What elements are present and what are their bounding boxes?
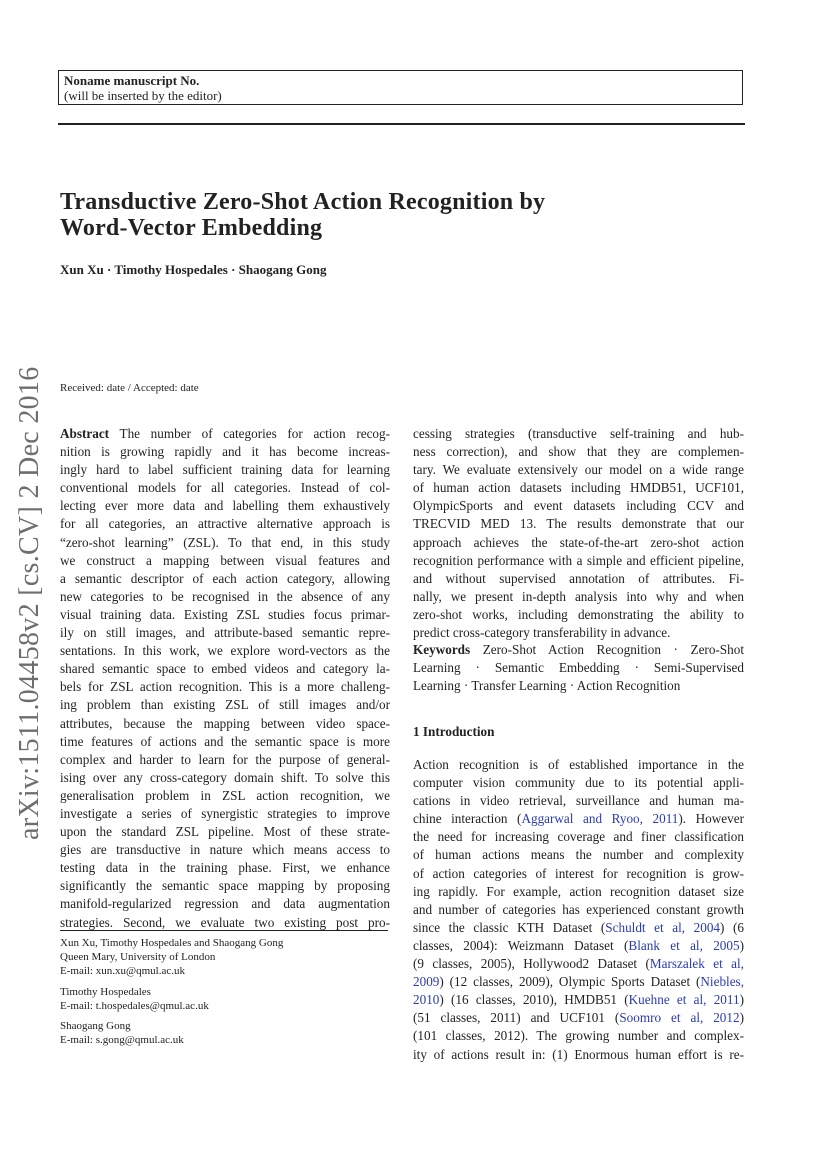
intro-line <box>413 937 744 955</box>
intro-text: ) <box>739 1010 744 1026</box>
arxiv-identifier: arXiv:1511.04458v2 [cs.CV] 2 Dec 2016 <box>14 366 45 840</box>
abstract-line: ily on still images, and attribute-based semantic repre- <box>60 625 390 641</box>
citation-link[interactable]: Kuehne et al, 2011 <box>628 992 740 1008</box>
intro-text: ) (12 classes, 2009), Olympic Sports Dataset ( <box>439 974 701 990</box>
author-list: Xun Xu · Timothy Hospedales · Shaogang Gong <box>60 262 327 277</box>
abstract-line: strategies. Second, we evaluate two existing post pro- <box>60 914 390 930</box>
footnote-rule <box>60 930 388 931</box>
section-heading-introduction: 1 Introduction <box>413 724 495 739</box>
intro-line: ity of actions result in: (1) Enormous human effort is re- <box>413 1046 744 1062</box>
abstract-line: tary. We evaluate extensively our model on a wide range <box>413 462 744 478</box>
abstract-line: ingly hard to label sufficient training data for learning <box>60 462 390 478</box>
intro-line <box>413 810 744 828</box>
keywords-line-2: Learning · Semantic Embedding · Semi-Supervised <box>413 660 744 676</box>
abstract-line: of human action datasets including HMDB51, UCF101, <box>413 480 744 496</box>
intro-line <box>413 991 744 1009</box>
abstract-line: bels for ZSL action recognition. This is a more challeng- <box>60 679 390 695</box>
intro-line <box>413 955 744 973</box>
intro-line <box>413 919 744 937</box>
intro-text: ) (6 <box>720 919 744 935</box>
abstract-line: investigate a series of synergistic strategies to improve <box>60 805 390 821</box>
abstract-line: gies are transductive in nature which means access to <box>60 842 390 858</box>
intro-line: computer vision community due to its potential appli- <box>413 775 744 791</box>
abstract-line: sentations. In this work, we explore word-vectors as the <box>60 643 390 659</box>
keywords-line-3: Learning · Transfer Learning · Action Recognition <box>413 678 681 694</box>
abstract-label: Abstract <box>60 426 110 441</box>
abstract-line: OlympicSports and event datasets including CCV and <box>413 498 744 514</box>
intro-text: classes, 2004): Weizmann Dataset ( <box>413 937 629 953</box>
abstract-line: “zero-shot learning” (ZSL). To that end, in this study <box>60 534 390 550</box>
citation-link[interactable]: Niebles, <box>700 974 744 990</box>
intro-line <box>413 1009 744 1027</box>
header-rule <box>58 123 745 125</box>
paper-title <box>60 189 700 241</box>
footnote-name: Timothy Hospedales <box>60 986 151 998</box>
abstract-line: a semantic descriptor of each action category, allowing <box>60 570 390 586</box>
abstract-line: new categories to be recognised in the absence of any <box>60 588 390 604</box>
intro-line: of action categories of interest for recognition is grow- <box>413 865 744 881</box>
intro-text: ). However <box>678 811 744 827</box>
footnote-gong <box>60 1019 184 1047</box>
abstract-line: predict cross-category transferability in advance. <box>413 625 671 641</box>
abstract-line: shared semantic space to embed videos and category la- <box>60 661 390 677</box>
citation-link[interactable]: Blank et al, 2005 <box>628 937 740 953</box>
abstract-line: ing problem than existing ZSL of still images and/or <box>60 697 390 713</box>
manuscript-number: Noname manuscript No. <box>64 73 200 88</box>
citation-link[interactable]: 2009 <box>413 974 440 990</box>
intro-line: (101 classes, 2012). The growing number and complex- <box>413 1028 744 1044</box>
abstract-left-column <box>60 425 390 932</box>
abstract-line: recognition performance with a simple and efficient pipeline, <box>413 552 744 568</box>
intro-text: (9 classes, 2005), Hollywood2 Dataset ( <box>413 956 650 972</box>
abstract-line: approach achieves the state-of-the-art zero-shot action <box>413 534 744 550</box>
abstract-line: zero-shot works, including demonstrating the ability to <box>413 606 744 622</box>
abstract-line: complex and harder to learn for the purpose of general- <box>60 751 390 767</box>
abstract-line: we construct a mapping between visual features and <box>60 552 390 568</box>
footnote-email: E-mail: xun.xu@qmul.ac.uk <box>60 965 185 977</box>
keywords <box>413 641 744 695</box>
citation-link[interactable]: 2010 <box>413 992 440 1008</box>
abstract-line: and without supervised annotation of attributes. Fi- <box>413 570 744 586</box>
abstract-line: TRECVID MED 13. The results demonstrate that our <box>413 516 744 532</box>
intro-text: ) (16 classes, 2010), HMDB51 ( <box>439 992 629 1008</box>
abstract-line <box>60 425 390 443</box>
intro-text: since the classic KTH Dataset ( <box>413 919 606 935</box>
abstract-line: visual training data. Existing ZSL studies focus primar- <box>60 606 390 622</box>
intro-text: ) <box>739 937 744 953</box>
abstract-line: cessing strategies (transductive self-training and hub- <box>413 426 744 441</box>
introduction-body <box>413 756 744 1064</box>
citation-link[interactable]: Schuldt et al, 2004 <box>605 919 721 935</box>
abstract-line: conventional models for all categories. Instead of col- <box>60 480 390 496</box>
abstract-line: upon the standard ZSL pipeline. Most of these strate- <box>60 824 390 840</box>
intro-line: and number of categories has experienced constant growth <box>413 901 744 917</box>
editor-note: (will be inserted by the editor) <box>64 88 222 103</box>
abstract-line: attributes, because the mapping between video space- <box>60 715 390 731</box>
abstract-line: time features of actions and the semantic space is more <box>60 733 390 749</box>
abstract-line: significantly the semantic space mapping by proposing <box>60 878 390 894</box>
intro-line: ing rapidly. For example, action recognition dataset size <box>413 883 744 899</box>
abstract-right-column <box>413 425 744 642</box>
manuscript-header-box <box>58 70 743 105</box>
intro-line: the need for increasing coverage and finer classification <box>413 829 744 845</box>
intro-text: chine interaction ( <box>413 811 522 827</box>
abstract-line: nally, we present in-depth analysis into why and when <box>413 588 744 604</box>
footnote-name: Shaogang Gong <box>60 1020 131 1032</box>
received-date: Received: date / Accepted: date <box>60 382 199 394</box>
abstract-line: for all categories, an attractive alternative approach is <box>60 516 390 532</box>
abstract-line: testing data in the training phase. First, we enhance <box>60 860 390 876</box>
abstract-line: lecting ever more data and labelling them exhaustively <box>60 498 390 514</box>
citation-link[interactable]: Marszalek et al, <box>649 956 744 972</box>
keywords-label: Keywords <box>413 642 471 657</box>
footnote-email: E-mail: s.gong@qmul.ac.uk <box>60 1034 184 1046</box>
intro-text: ) <box>739 992 744 1008</box>
intro-line <box>413 973 744 991</box>
keywords-line-1 <box>413 641 744 659</box>
keywords-text-1: Zero-Shot Action Recognition · Zero-Shot <box>482 642 744 657</box>
footnote-authors: Xun Xu, Timothy Hospedales and Shaogang Gong <box>60 937 284 949</box>
intro-text: (51 classes, 2011) and UCF101 ( <box>413 1010 620 1026</box>
abstract-line: manifold-regularized regression and data augmentation <box>60 896 390 912</box>
footnote-affiliation <box>60 936 283 978</box>
citation-link[interactable]: Soomro et al, 2012 <box>619 1010 740 1026</box>
abstract-text: The number of categories for action recog- <box>119 426 391 441</box>
footnote-hospedales <box>60 985 209 1013</box>
title-line-1: Transductive Zero-Shot Action Recognition by <box>60 189 546 215</box>
abstract-line: generalisation problem in ZSL action recognition, we <box>60 787 390 803</box>
title-line-2: Word-Vector Embedding <box>60 215 323 241</box>
abstract-line: ness correction), and show that they are complemen- <box>413 444 744 460</box>
footnote-institution: Queen Mary, University of London <box>60 951 216 963</box>
footnote-email: E-mail: t.hospedales@qmul.ac.uk <box>60 1000 209 1012</box>
citation-link[interactable]: Aggarwal and Ryoo, 2011 <box>521 811 679 827</box>
intro-line: of human actions means the number and complexity <box>413 847 744 863</box>
abstract-line: nition is growing rapidly and it has become increas- <box>60 444 390 460</box>
abstract-line: ising over any cross-category domain shift. To solve this <box>60 769 390 785</box>
intro-line: Action recognition is of established importance in the <box>413 757 744 772</box>
intro-line: cations in video retrieval, surveillance and human ma- <box>413 793 744 809</box>
